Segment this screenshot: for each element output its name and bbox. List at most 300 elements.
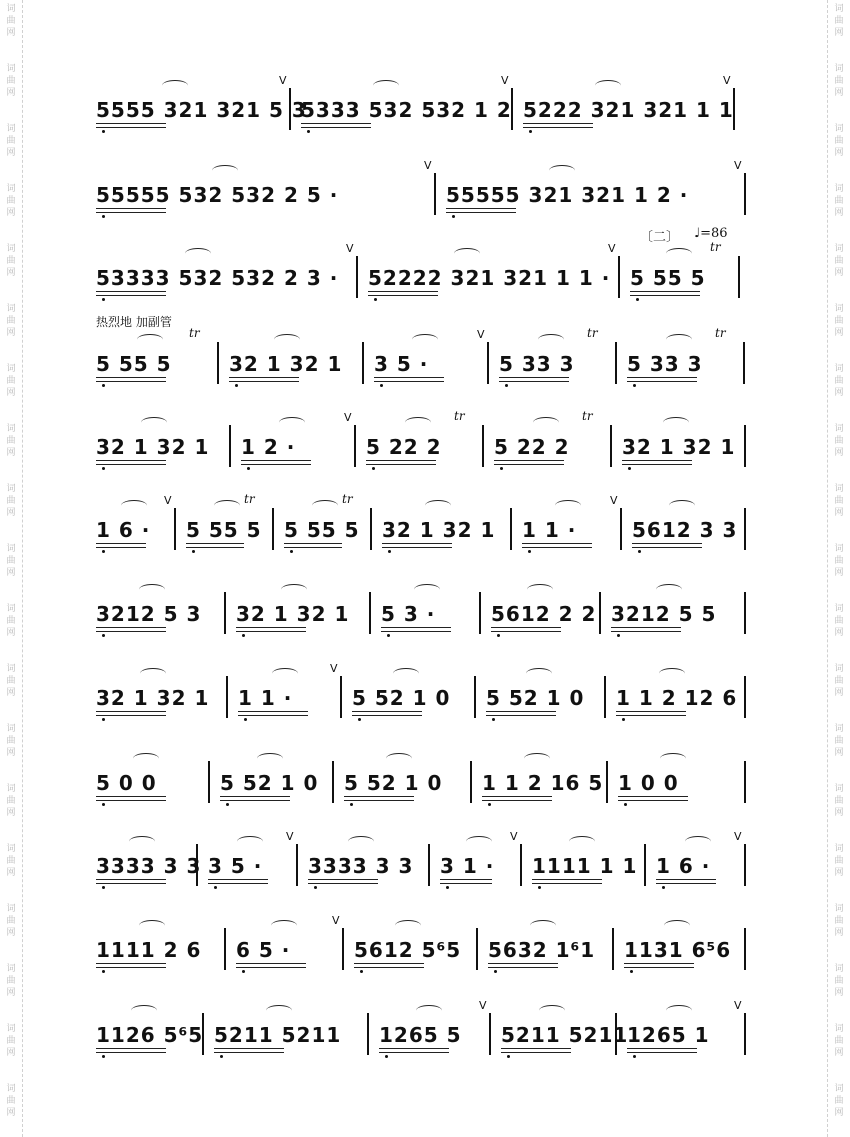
- slur-mark: [405, 417, 431, 428]
- watermark-char: 网: [6, 88, 16, 98]
- low-octave-dot: [633, 1055, 636, 1058]
- measure-notes: 32 1 32 1: [96, 686, 210, 710]
- slur-mark: [279, 417, 305, 428]
- slur-mark: [466, 836, 492, 847]
- beam-line: [186, 547, 244, 548]
- bar-line: [174, 508, 176, 550]
- slur-mark: [664, 920, 690, 931]
- beam-line: [499, 377, 569, 378]
- low-octave-dot: [102, 970, 105, 973]
- section-marker: 〔二〕: [640, 230, 680, 245]
- slur-mark: [526, 668, 552, 679]
- bar-line: [470, 761, 472, 803]
- slur-mark: [656, 584, 682, 595]
- measure-notes: 5 52 1 0: [486, 686, 585, 710]
- slur-mark: [274, 334, 300, 345]
- measure-notes: 1265 5: [379, 1023, 462, 1047]
- beam-line: [96, 711, 166, 712]
- trill-mark: tr: [710, 240, 721, 254]
- slur-mark: [527, 584, 553, 595]
- beam-line: [96, 796, 166, 797]
- beam-line: [96, 1052, 166, 1053]
- measure: [232, 662, 346, 726]
- watermark-char: 曲: [834, 316, 844, 326]
- watermark-char: 曲: [6, 1096, 16, 1106]
- bar-line: [354, 425, 356, 467]
- slur-mark: [272, 668, 298, 679]
- low-octave-dot: [488, 803, 491, 806]
- watermark-char: 网: [6, 628, 16, 638]
- beam-line: [301, 123, 371, 124]
- watermark-char: 网: [834, 1048, 844, 1058]
- breath-mark: V: [610, 494, 618, 507]
- score-row: [90, 74, 760, 138]
- low-octave-dot: [192, 550, 195, 553]
- trill-mark: tr: [454, 409, 465, 423]
- watermark-char: 曲: [6, 376, 16, 386]
- beam-line: [482, 800, 552, 801]
- measure-notes: 6 5 ·: [236, 938, 291, 962]
- slur-mark: [212, 165, 238, 176]
- measure: [362, 242, 624, 306]
- beam-line: [624, 967, 694, 968]
- beam-line: [522, 547, 592, 548]
- slur-mark: [133, 753, 159, 764]
- watermark-char: 网: [834, 28, 844, 38]
- bar-line: [744, 928, 746, 970]
- beam-line: [611, 627, 681, 628]
- measure-notes: 1111 2 6: [96, 938, 202, 962]
- slur-mark: [373, 80, 399, 91]
- beam-line: [208, 879, 268, 880]
- beam-line: [488, 963, 558, 964]
- beam-line: [236, 627, 306, 628]
- bar-line: [744, 592, 746, 634]
- tempo-marking: ♩=86: [694, 226, 728, 241]
- beam-line: [632, 547, 702, 548]
- measure: [346, 666, 480, 726]
- measure-notes: 5222 321 321 1 1: [523, 98, 734, 122]
- beam-line: [96, 547, 146, 548]
- measure-notes: 1 1 2 16 5: [482, 771, 604, 795]
- trill-mark: tr: [244, 492, 255, 506]
- measure: [180, 492, 278, 558]
- watermark-char: 网: [834, 388, 844, 398]
- beam-line: [96, 291, 166, 292]
- measure-notes: 5 55 5: [96, 352, 172, 376]
- low-octave-dot: [242, 970, 245, 973]
- slur-mark: [257, 753, 283, 764]
- measure-notes: 1 1 ·: [238, 686, 293, 710]
- score-row: [90, 914, 760, 978]
- beam-line: [618, 796, 688, 797]
- beam-line: [630, 291, 700, 292]
- beam-line: [532, 879, 602, 880]
- beam-line: [368, 295, 438, 296]
- bar-line: [367, 1013, 369, 1055]
- measure: [348, 918, 482, 978]
- watermark-char: 词: [834, 424, 844, 434]
- beam-line: [446, 212, 516, 213]
- watermark-char: 曲: [834, 196, 844, 206]
- bar-line: [744, 844, 746, 886]
- beam-line: [96, 627, 166, 628]
- beam-line: [214, 1048, 284, 1049]
- bar-line: [520, 844, 522, 886]
- measure-notes: 5 22 2: [366, 435, 442, 459]
- measure: [485, 582, 605, 642]
- measure: [375, 582, 485, 642]
- beam-line: [624, 963, 694, 964]
- measure: [373, 999, 495, 1063]
- beam-line: [236, 963, 306, 964]
- beam-line: [96, 377, 166, 378]
- beam-line: [522, 543, 592, 544]
- low-octave-dot: [350, 803, 353, 806]
- measure: [90, 1003, 208, 1063]
- low-octave-dot: [102, 384, 105, 387]
- watermark-char: 曲: [834, 256, 844, 266]
- low-octave-dot: [102, 634, 105, 637]
- low-octave-dot: [622, 718, 625, 721]
- beam-line: [494, 460, 564, 461]
- watermark-char: 网: [6, 688, 16, 698]
- slur-mark: [139, 584, 165, 595]
- score-row: [90, 999, 760, 1063]
- watermark-char: 网: [6, 988, 16, 998]
- beam-line: [501, 1048, 571, 1049]
- watermark-char: 词: [6, 4, 16, 14]
- bar-line: [744, 508, 746, 550]
- bar-line: [226, 676, 228, 718]
- low-octave-dot: [360, 970, 363, 973]
- beam-line: [491, 631, 561, 632]
- beam-line: [220, 796, 290, 797]
- bar-line: [356, 256, 358, 298]
- expression-marking: 热烈地 加副管: [96, 315, 172, 329]
- beam-line: [382, 543, 452, 544]
- measure-notes: 1 0 0: [618, 771, 679, 795]
- beam-line: [482, 796, 552, 797]
- low-octave-dot: [494, 970, 497, 973]
- watermark-char: 曲: [834, 916, 844, 926]
- beam-line: [446, 208, 516, 209]
- measure-notes: 5 55 5: [630, 266, 706, 290]
- measure-notes: 5612 2 2: [491, 602, 597, 626]
- breath-mark: V: [477, 328, 485, 341]
- watermark-char: 曲: [834, 1096, 844, 1106]
- watermark-char: 词: [6, 424, 16, 434]
- beam-line: [486, 711, 556, 712]
- watermark-char: 网: [6, 868, 16, 878]
- measure: [488, 409, 616, 475]
- watermark-char: 曲: [834, 1036, 844, 1046]
- slur-mark: [281, 584, 307, 595]
- beam-line: [488, 967, 558, 968]
- bar-line: [644, 844, 646, 886]
- watermark-char: 网: [6, 568, 16, 578]
- beam-line: [284, 543, 342, 544]
- low-octave-dot: [372, 467, 375, 470]
- measure: [650, 830, 750, 894]
- slur-mark: [569, 836, 595, 847]
- breath-mark: V: [286, 830, 294, 843]
- beam-line: [236, 967, 306, 968]
- slur-mark: [530, 920, 556, 931]
- bar-line: [362, 342, 364, 384]
- watermark-char: 曲: [834, 436, 844, 446]
- measure-notes: 5211 5211: [501, 1023, 629, 1047]
- beam-line: [241, 464, 311, 465]
- slur-mark: [131, 1005, 157, 1016]
- low-octave-dot: [220, 1055, 223, 1058]
- watermark-char: 曲: [6, 556, 16, 566]
- trill-mark: tr: [582, 409, 593, 423]
- beam-line: [96, 1048, 166, 1049]
- beam-line: [366, 460, 436, 461]
- watermark-char: 词: [6, 724, 16, 734]
- low-octave-dot: [529, 130, 532, 133]
- watermark-char: 网: [834, 628, 844, 638]
- watermark-char: 网: [6, 28, 16, 38]
- bar-line: [615, 1013, 617, 1055]
- beam-line: [308, 879, 378, 880]
- measure: [90, 74, 307, 138]
- beam-line: [622, 464, 692, 465]
- beam-line: [368, 291, 438, 292]
- low-octave-dot: [662, 886, 665, 889]
- measure-notes: 5 55 5: [186, 518, 262, 542]
- low-octave-dot: [387, 634, 390, 637]
- watermark-char: 网: [6, 208, 16, 218]
- watermark-char: 网: [834, 568, 844, 578]
- watermark-char: 曲: [6, 136, 16, 146]
- bar-line: [332, 761, 334, 803]
- watermark-char: 曲: [834, 616, 844, 626]
- slur-mark: [414, 584, 440, 595]
- breath-mark: V: [424, 159, 432, 172]
- low-octave-dot: [507, 1055, 510, 1058]
- slur-mark: [416, 1005, 442, 1016]
- low-octave-dot: [226, 803, 229, 806]
- watermark-char: 词: [6, 484, 16, 494]
- beam-line: [96, 967, 166, 968]
- low-octave-dot: [102, 550, 105, 553]
- beam-line: [96, 208, 166, 209]
- low-octave-dot: [102, 1055, 105, 1058]
- slur-mark: [595, 80, 621, 91]
- beam-line: [301, 127, 371, 128]
- watermark-char: 词: [834, 124, 844, 134]
- watermark-char: 曲: [6, 676, 16, 686]
- measure: [214, 751, 338, 811]
- low-octave-dot: [247, 467, 250, 470]
- bar-line: [428, 844, 430, 886]
- slur-mark: [141, 417, 167, 428]
- measure: [90, 494, 180, 558]
- slur-mark: [549, 165, 575, 176]
- bar-line: [289, 88, 291, 130]
- watermark-char: 曲: [834, 856, 844, 866]
- beam-line: [344, 796, 414, 797]
- bar-line: [618, 256, 620, 298]
- watermark-char: 网: [6, 1048, 16, 1058]
- slur-mark: [659, 668, 685, 679]
- low-octave-dot: [638, 550, 641, 553]
- watermark-char: 词: [6, 304, 16, 314]
- measure-notes: 1 1 ·: [522, 518, 577, 542]
- beam-line: [379, 1048, 449, 1049]
- measure: [493, 326, 621, 392]
- measure: [223, 332, 368, 392]
- beam-line: [494, 464, 564, 465]
- breath-mark: V: [344, 411, 352, 424]
- bar-line: [476, 928, 478, 970]
- measure-notes: 32 1 32 1: [96, 435, 210, 459]
- bar-line: [744, 1013, 746, 1055]
- bar-line: [369, 592, 371, 634]
- watermark-char: 词: [6, 604, 16, 614]
- watermark-char: 网: [6, 328, 16, 338]
- low-octave-dot: [633, 384, 636, 387]
- watermark-char: 曲: [6, 736, 16, 746]
- beam-line: [214, 1052, 284, 1053]
- watermark-char: 词: [834, 784, 844, 794]
- low-octave-dot: [380, 384, 383, 387]
- measure-notes: 5 22 2: [494, 435, 570, 459]
- low-octave-dot: [446, 886, 449, 889]
- measure-notes: 1 1 2 12 6: [616, 686, 738, 710]
- bar-line: [744, 425, 746, 467]
- slur-mark: [386, 753, 412, 764]
- low-octave-dot: [452, 215, 455, 218]
- measure: [626, 498, 750, 558]
- measure: [610, 666, 750, 726]
- beam-line: [344, 800, 414, 801]
- beam-line: [374, 381, 444, 382]
- beam-line: [96, 963, 166, 964]
- watermark-char: 网: [834, 988, 844, 998]
- slur-mark: [454, 248, 480, 259]
- measure-notes: 3333 3 3: [96, 854, 202, 878]
- bar-line: [479, 592, 481, 634]
- measure-notes: 32 1 32 1: [622, 435, 736, 459]
- slur-mark: [395, 920, 421, 931]
- measure: [90, 415, 235, 475]
- bar-line: [342, 928, 344, 970]
- beam-line: [241, 460, 311, 461]
- measure: [368, 328, 493, 392]
- beam-line: [656, 879, 716, 880]
- measure-notes: 3 5 ·: [208, 854, 263, 878]
- beam-line: [616, 711, 686, 712]
- bar-line: [743, 342, 745, 384]
- watermark-char: 词: [834, 664, 844, 674]
- score-row: [90, 582, 760, 642]
- beam-line: [627, 1052, 697, 1053]
- measure-notes: 5555 321 321 5 3: [96, 98, 307, 122]
- score-row: [90, 492, 760, 558]
- beam-line: [220, 800, 290, 801]
- beam-line: [440, 879, 492, 880]
- measure-notes: 5 0 0: [96, 771, 157, 795]
- measure: [90, 918, 230, 978]
- beam-line: [611, 631, 681, 632]
- slur-mark: [185, 248, 211, 259]
- measure-notes: 1 2 ·: [241, 435, 296, 459]
- beam-line: [523, 127, 593, 128]
- beam-line: [238, 711, 308, 712]
- measure-notes: 5612 3 3: [632, 518, 738, 542]
- bar-line: [744, 676, 746, 718]
- watermark-char: 曲: [6, 976, 16, 986]
- watermark-char: 词: [834, 1084, 844, 1094]
- watermark-char: 曲: [6, 436, 16, 446]
- watermark-char: 网: [834, 328, 844, 338]
- measure-notes: 5 33 3: [499, 352, 575, 376]
- watermark-char: 曲: [834, 736, 844, 746]
- measure-notes: 1 6 ·: [656, 854, 711, 878]
- watermark-char: 曲: [6, 16, 16, 26]
- watermark-char: 曲: [6, 1036, 16, 1046]
- slur-mark: [140, 668, 166, 679]
- beam-line: [352, 715, 422, 716]
- slur-mark: [685, 836, 711, 847]
- measure-notes: 3333 3 3: [308, 854, 414, 878]
- watermark-char: 词: [834, 964, 844, 974]
- measure: [230, 582, 375, 642]
- measure: [90, 326, 223, 392]
- bar-line: [434, 173, 436, 215]
- breath-mark: V: [501, 74, 509, 87]
- bar-line: [489, 1013, 491, 1055]
- measure: [517, 74, 739, 138]
- watermark-char: 词: [834, 4, 844, 14]
- beam-line: [229, 377, 299, 378]
- measure: [235, 411, 360, 475]
- beam-line: [238, 715, 308, 716]
- measure: [302, 834, 434, 894]
- watermark-char: 网: [834, 208, 844, 218]
- beam-line: [96, 631, 166, 632]
- bar-line: [599, 592, 601, 634]
- beam-line: [96, 464, 166, 465]
- watermark-char: 曲: [834, 496, 844, 506]
- trill-mark: tr: [342, 492, 353, 506]
- watermark-char: 网: [834, 508, 844, 518]
- slur-mark: [121, 500, 147, 511]
- measure-notes: 32 1 32 1: [382, 518, 496, 542]
- low-octave-dot: [102, 215, 105, 218]
- beam-line: [499, 381, 569, 382]
- left-watermark-margin: [0, 0, 23, 1137]
- beam-line: [96, 212, 166, 213]
- low-octave-dot: [102, 718, 105, 721]
- slur-mark: [137, 334, 163, 345]
- beam-line: [186, 543, 244, 544]
- watermark-char: 曲: [834, 16, 844, 26]
- watermark-char: 网: [834, 1108, 844, 1118]
- measure: [624, 240, 744, 306]
- measure-notes: 1265 1: [627, 1023, 710, 1047]
- slur-mark: [666, 334, 692, 345]
- score-row: [90, 326, 760, 392]
- watermark-char: 词: [834, 604, 844, 614]
- measure: [495, 1003, 629, 1063]
- watermark-char: 曲: [6, 196, 16, 206]
- beam-line: [96, 295, 166, 296]
- slur-mark: [266, 1005, 292, 1016]
